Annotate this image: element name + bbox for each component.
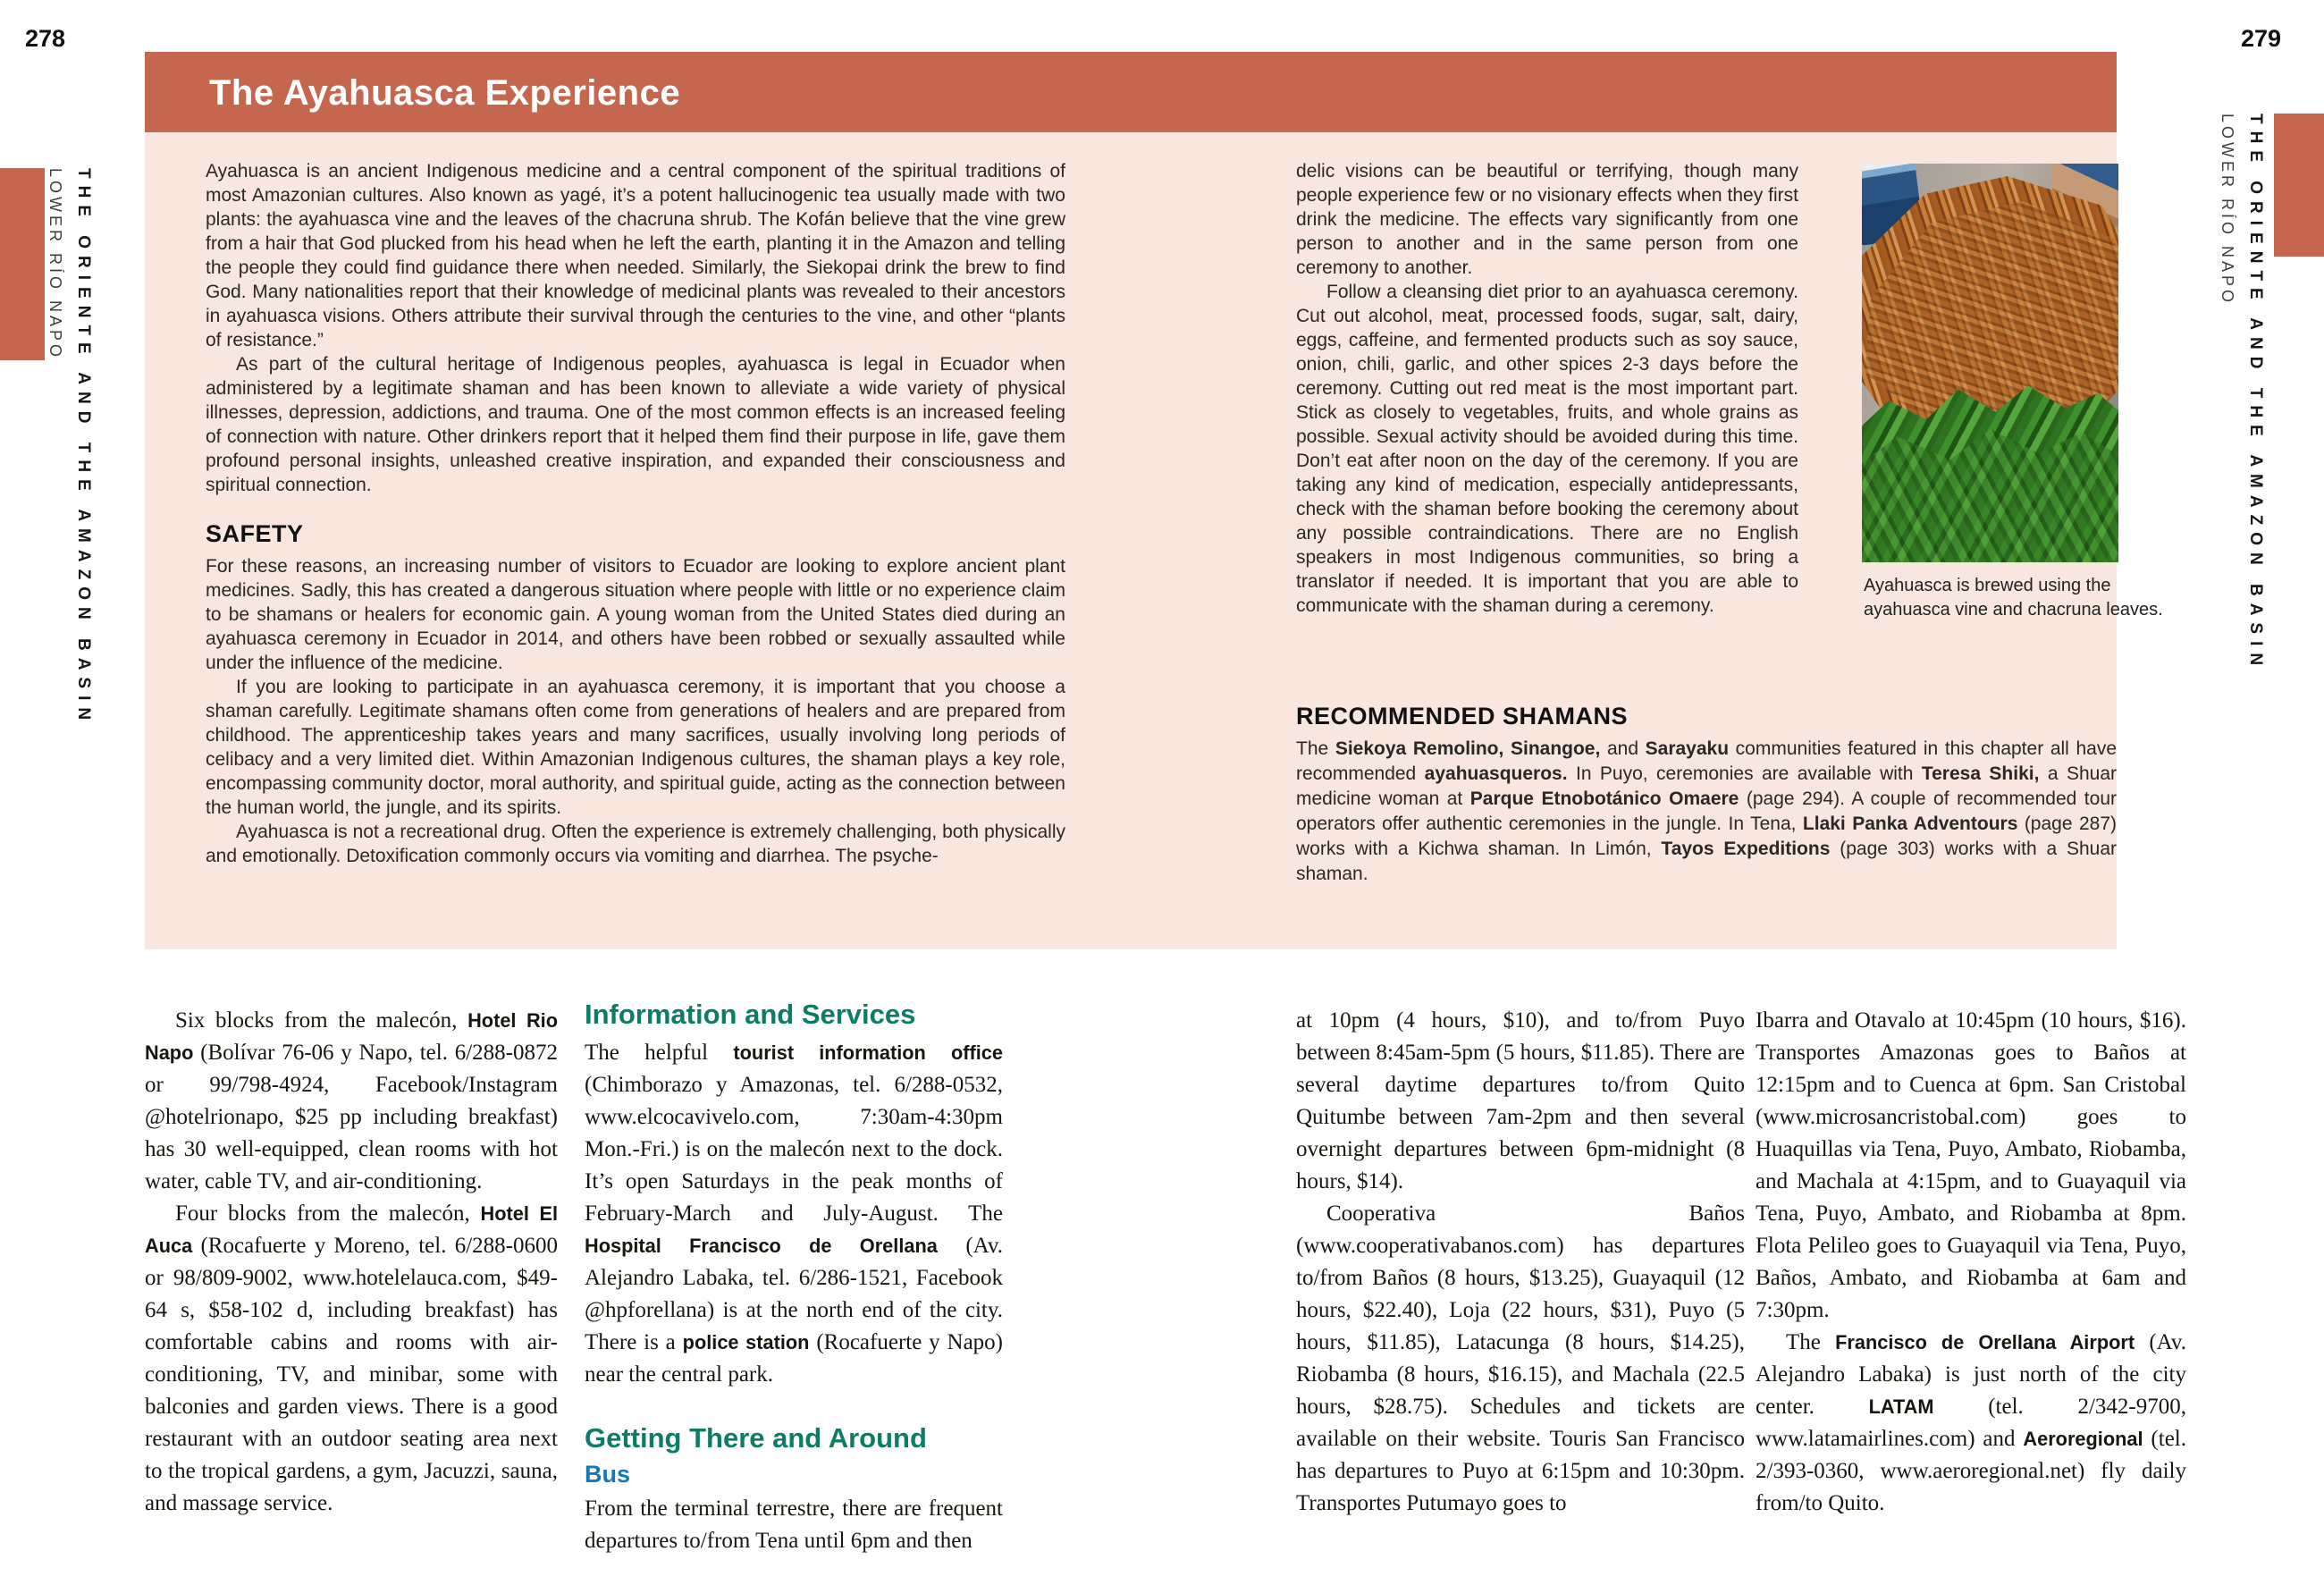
sidebar-chapter-title-right: THE ORIENTE AND THE AMAZON BASIN (2246, 114, 2265, 673)
recommended-shamans-section (1296, 703, 2117, 887)
safety-heading: SAFETY (206, 520, 304, 547)
sidebar-section-title-left: LOWER RÍO NAPO (46, 168, 64, 361)
information-and-services-heading: Information and Services (585, 999, 916, 1030)
feature-paragraph: delic visions can be beautiful or terrifying, though many people experience few or no visionary effects when they first drink the medicine. The effects vary significantly from one person to another and in the same person from one ceremony to another. (1296, 161, 1798, 278)
body-paragraph: From the terminal terrestre, there are frequent departures to/from Tena until 6pm and then (585, 1496, 1003, 1553)
recommended-shamans-paragraph: The Siekoya Remolino, Sinangoe, and Sarayaku communities featured in this chapter all have recommended ayahuasqueros. In Puyo, ceremonies are available with Teresa Shiki, a Shuar medicine woman at Parque Etnobotánico Omaere (page 294). A couple of recommended tour operators offer authentic ceremonies in the jungle. In Tena, Llaki Panka Adventours (page 287) works with a Kichwa shaman. In Limón, Tayos Expeditions (page 303) works with a Shuar shaman. (1296, 738, 2118, 884)
sidebar-section-title-right: LOWER RÍO NAPO (2219, 114, 2236, 307)
feature-paragraph: For these reasons, an increasing number of visitors to Ecuador are looking to explore ancient plant medicines. Sadly, this has created a dangerous situation where people with little or no experience claim to be shamans or healers for economic gain. A young woman from the United States died during an ayahuasca ceremony in Ecuador in 2014, and others have been robbed or sexually assaulted while under the influence of the medicine. (206, 556, 1065, 673)
feature-paragraph: Ayahuasca is not a recreational drug. Often the experience is extremely challenging, both physically and emotionally. Detoxification commonly occurs via vomiting and diarrhea. The psyche- (206, 822, 1065, 866)
bus-subheading: Bus (585, 1461, 631, 1488)
feature-box-header (145, 52, 2117, 132)
sidebar-chapter-title-left: THE ORIENTE AND THE AMAZON BASIN (74, 168, 93, 728)
bottom-column-information (585, 999, 1003, 1557)
body-paragraph: Six blocks from the malecón, Hotel Rio Napo (Bolívar 76-06 y Napo, tel. 6/288-0872 or 99/798-4924, Facebook/Instagram @hotelrionapo, $25 pp including breakfast) has 30 well-equipped, clean rooms with hot water, cable TV, and air-conditioning. (145, 1008, 558, 1193)
bottom-column-air (1756, 1005, 2186, 1520)
photo-caption: Ayahuasca is brewed using the ayahuasca vine and chacruna leaves. (1864, 576, 2163, 620)
feature-paragraph: If you are looking to participate in an ayahuasca ceremony, it is important that you choose a shaman carefully. Legitimate shamans often come from generations of healers and are prepared from childhood. The apprenticeship takes years and many sacrifices, usually involving long periods of celibacy and a very limited diet. Within Amazonian Indigenous cultures, the shaman plays a key role, encompassing community doctor, moral authority, and spiritual guide, acting as the connection between the human world, the jungle, and its spirits. (206, 677, 1065, 818)
chapter-tab-right (2274, 114, 2324, 257)
feature-paragraph: As part of the cultural heritage of Indigenous peoples, ayahuasca is legal in Ecuador when administered by a legitimate shaman and has been known to alleviate a wide variety of physical illnesses, depression, addictions, and trauma. One of the most common effects is an increased feeling of connection with nature. Other drinkers report that it helped them find their purpose in life, gave them profound personal insights, unleashed creative inspiration, and expanded their consciousness and spiritual connection. (206, 354, 1065, 495)
body-paragraph: Cooperativa Baños (www.cooperativabanos.com) has departures to/from Baños (8 hours, $13.25), Guayaquil (12 hours, $22.40), Loja (22 hours, $31), Puyo (5 hours, $11.85), Latacunga (8 hours, $14.25), Riobamba (8 hours, $16.15), and Machala (22.5 hours, $28.75). Schedules and tickets are available on their website. Touris San Francisco has departures to Puyo at 6:15pm and 10:30pm. Transportes Putumayo goes to (1296, 1201, 1745, 1515)
feature-column-right (1296, 159, 1798, 618)
bottom-column-hotels (145, 1005, 558, 1520)
recommended-shamans-heading: RECOMMENDED SHAMANS (1296, 703, 1629, 729)
body-paragraph: The Francisco de Orellana Airport (Av. Alejandro Labaka) is just north of the city center. LATAM (tel. 2/342-9700, www.latamairlines.com) and Aeroregional (tel. 2/393-0360, www.aeroregional.net) fly daily from/to Quito. (1756, 1330, 2187, 1515)
feature-paragraph: Ayahuasca is an ancient Indigenous medicine and a central component of the spiritual traditions of most Amazonian cultures. Also known as yagé, it’s a potent hallucinogenic tea usually made with two plants: the ayahuasca vine and the leaves of the chacruna shrub. The Kofán believe that the vine grew from a hair that God plucked from his head when he left the earth, planting it in the Amazon and telling the people they could find guidance there when needed. Similarly, the Siekopai drink the brew to find God. Many nationalities report that their knowledge of medicinal plants was revealed to their ancestors in ayahuasca visions. Others attribute their survival through the centuries to the vine, and other “plants of resistance.” (206, 161, 1065, 350)
body-paragraph: Four blocks from the malecón, Hotel El Auca (Rocafuerte y Moreno, tel. 6/288-0600 or 98/809-9002, www.hotelelauca.com, $49-64 s, $58-102 d, including breakfast) has comfortable cabins and rooms with air-conditioning, TV, and minibar, some with balconies and garden views. There is a good restaurant with an outdoor seating area next to the tropical gardens, a gym, Jacuzzi, sauna, and massage service. (145, 1201, 559, 1515)
page-number-left: 278 (25, 25, 66, 52)
feature-paragraph: Follow a cleansing diet prior to an ayahuasca ceremony. Cut out alcohol, meat, processed foods, sugar, salt, dairy, eggs, caffeine, and fermented products such as soy sauce, onion, chili, garlic, and other spices 2-3 days before the ceremony. Cutting out red meat is the most important part. Stick as closely to vegetables, fruits, and whole grains as possible. Sexual activity should be avoided during this time. Don’t eat after noon on the day of the ceremony. If you are taking any kind of medication, especially antidepressants, check with the shaman before booking the ceremony about any possible contraindications. There are no English speakers in most Indigenous communities, so bring a translator if needed. It is important that you are able to communicate with the shaman during a ceremony. (1296, 282, 1798, 616)
body-paragraph: Ibarra and Otavalo at 10:45pm (10 hours, $16). Transportes Amazonas goes to Baños at 12:15pm and to Cuenca at 6pm. San Cristobal (www.microsancristobal.com) goes to Huaquillas via Tena, Puyo, Ambato, Riobamba, and Machala at 4:15pm, and to Guayaquil via Tena, Puyo, Ambato, and Riobamba at 8pm. Flota Pelileo goes to Guayaquil via Tena, Puyo, Baños, Ambato, and Riobamba at 6am and 7:30pm. (1756, 1008, 2186, 1322)
bottom-column-bus-continued (1296, 1005, 1745, 1520)
feature-column-left (206, 159, 1065, 868)
body-paragraph: at 10pm (4 hours, $10), and to/from Puyo between 8:45am-5pm (5 hours, $11.85). There are several daytime departures to/from Quito Quitumbe between 7am-2pm and then several overnight departures between 6pm-midnight (8 hours, $14). (1296, 1008, 1745, 1193)
page-number-right: 279 (2240, 25, 2281, 52)
body-paragraph: The helpful tourist information office (Chimborazo y Amazonas, tel. 6/288-0532, www.elcocavivelo.com, 7:30am-4:30pm Mon.-Fri.) is on the malecón next to the dock. It’s open Saturdays in the peak months of February-March and July-August. The Hospital Francisco de Orellana (Av. Alejandro Labaka, tel. 6/286-1521, Facebook @hpforellana) is at the north end of the city. There is a police station (Rocafuerte y Napo) near the central park. (585, 1041, 1004, 1387)
getting-there-heading: Getting There and Around (585, 1422, 927, 1454)
photo-ayahuasca-ingredients (1862, 164, 2118, 562)
feature-box-title: The Ayahuasca Experience (209, 73, 681, 113)
chapter-tab-left (0, 168, 45, 360)
